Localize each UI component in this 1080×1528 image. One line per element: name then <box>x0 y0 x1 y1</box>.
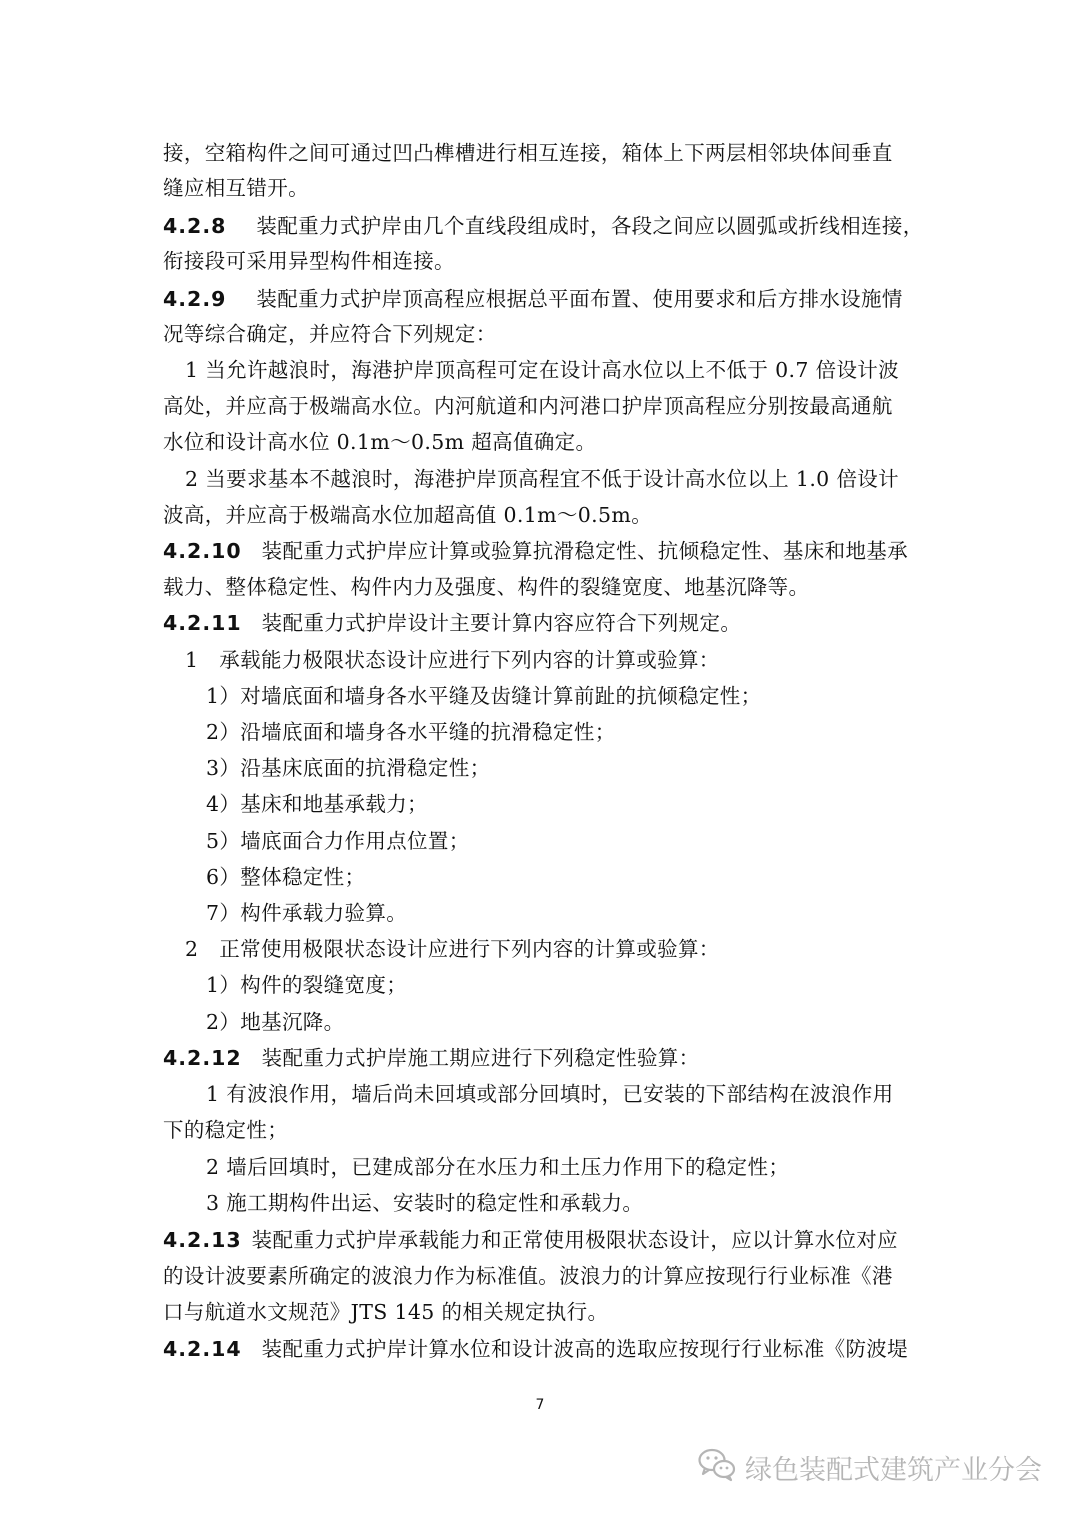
clause-text: 装配重力式护岸承载能力和正常使用极限状态设计，应以计算水位对应 <box>251 1228 898 1252</box>
text-line: 高处，并应高于极端高水位。内河航道和内河港口护岸顶高程应分别按最高通航 <box>163 394 893 418</box>
list-item: 2 墙后回填时，已建成部分在水压力和土压力作用下的稳定性； <box>206 1155 790 1179</box>
clause-number: 4.2.14 <box>163 1337 242 1361</box>
clause-4-2-8 <box>163 208 924 244</box>
text-line: 口与航道水文规范》JTS 145 的相关规定执行。 <box>163 1300 609 1324</box>
text-line: 衔接段可采用异型构件相连接。 <box>163 249 455 273</box>
sub-item: 2）沿墙底面和墙身各水平缝的抗滑稳定性； <box>206 720 616 744</box>
text-line: 的设计波要素所确定的波浪力作为标准值。波浪力的计算应按现行行业标准《港 <box>163 1264 893 1288</box>
list-item: 3 施工期构件出运、安装时的稳定性和承载力。 <box>206 1191 644 1215</box>
clause-number: 4.2.13 <box>163 1228 242 1252</box>
sub-item: 6）整体稳定性； <box>206 865 366 889</box>
clause-text: 装配重力式护岸计算水位和设计波高的选取应按现行行业标准《防波堤 <box>261 1337 908 1361</box>
sub-item: 4）基床和地基承载力； <box>206 792 428 816</box>
clause-4-2-9 <box>163 281 903 317</box>
text-line: 况等综合确定，并应符合下列规定： <box>163 322 497 346</box>
list-item: 2 正常使用极限状态设计应进行下列内容的计算或验算： <box>185 937 720 961</box>
clause-number: 4.2.12 <box>163 1046 242 1070</box>
clause-4-2-12 <box>163 1040 700 1076</box>
watermark-text: 绿色装配式建筑产业分会 <box>745 1455 1042 1486</box>
text-line: 下的稳定性； <box>163 1118 289 1142</box>
text-line: 波高，并应高于极端高水位加超高值 0.1m～0.5m。 <box>163 503 653 527</box>
list-item: 1 有波浪作用，墙后尚未回填或部分回填时，已安装的下部结构在波浪作用 <box>206 1082 894 1106</box>
sub-item: 7）构件承载力验算。 <box>206 901 408 925</box>
list-item: 1 承载能力极限状态设计应进行下列内容的计算或验算： <box>185 648 720 672</box>
clause-text: 装配重力式护岸设计主要计算内容应符合下列规定。 <box>261 611 742 635</box>
clause-number: 4.2.11 <box>163 611 242 635</box>
text-line: 接，空箱构件之间可通过凹凸榫槽进行相互连接，箱体上下两层相邻块体间垂直 <box>163 141 893 165</box>
sub-item: 1）对墙底面和墙身各水平缝及齿缝计算前趾的抗倾稳定性； <box>206 684 762 708</box>
page-number: 7 <box>535 1397 545 1413</box>
clause-4-2-11 <box>163 605 741 641</box>
clause-4-2-13 <box>163 1222 898 1258</box>
clause-number: 4.2.9 <box>163 287 227 311</box>
sub-item: 2）地基沉降。 <box>206 1010 345 1034</box>
clause-text: 装配重力式护岸施工期应进行下列稳定性验算： <box>261 1046 700 1070</box>
list-item: 1 当允许越浪时，海港护岸顶高程可定在设计高水位以上不低于 0.7 倍设计波 <box>185 358 899 382</box>
sub-item: 3）沿基床底面的抗滑稳定性； <box>206 756 491 780</box>
clause-text: 装配重力式护岸应计算或验算抗滑稳定性、抗倾稳定性、基床和地基承 <box>261 539 908 563</box>
list-item: 2 当要求基本不越浪时，海港护岸顶高程宜不低于设计高水位以上 1.0 倍设计 <box>185 467 899 491</box>
clause-4-2-10 <box>163 533 908 569</box>
clause-number: 4.2.10 <box>163 539 242 563</box>
text-line: 水位和设计高水位 0.1m～0.5m 超高值确定。 <box>163 430 597 454</box>
clause-text: 装配重力式护岸顶高程应根据总平面布置、使用要求和后方排水设施情 <box>256 287 903 311</box>
clause-number: 4.2.8 <box>163 214 227 238</box>
text-line: 缝应相互错开。 <box>163 176 309 200</box>
sub-item: 5）墙底面合力作用点位置； <box>206 829 470 853</box>
clause-text: 装配重力式护岸由几个直线段组成时，各段之间应以圆弧或折线相连接， <box>256 214 924 238</box>
clause-4-2-14 <box>163 1331 908 1367</box>
wechat-icon <box>697 1446 737 1489</box>
watermark <box>697 1446 1042 1489</box>
sub-item: 1）构件的裂缝宽度； <box>206 973 408 997</box>
text-line: 载力、整体稳定性、构件内力及强度、构件的裂缝宽度、地基沉降等。 <box>163 575 810 599</box>
